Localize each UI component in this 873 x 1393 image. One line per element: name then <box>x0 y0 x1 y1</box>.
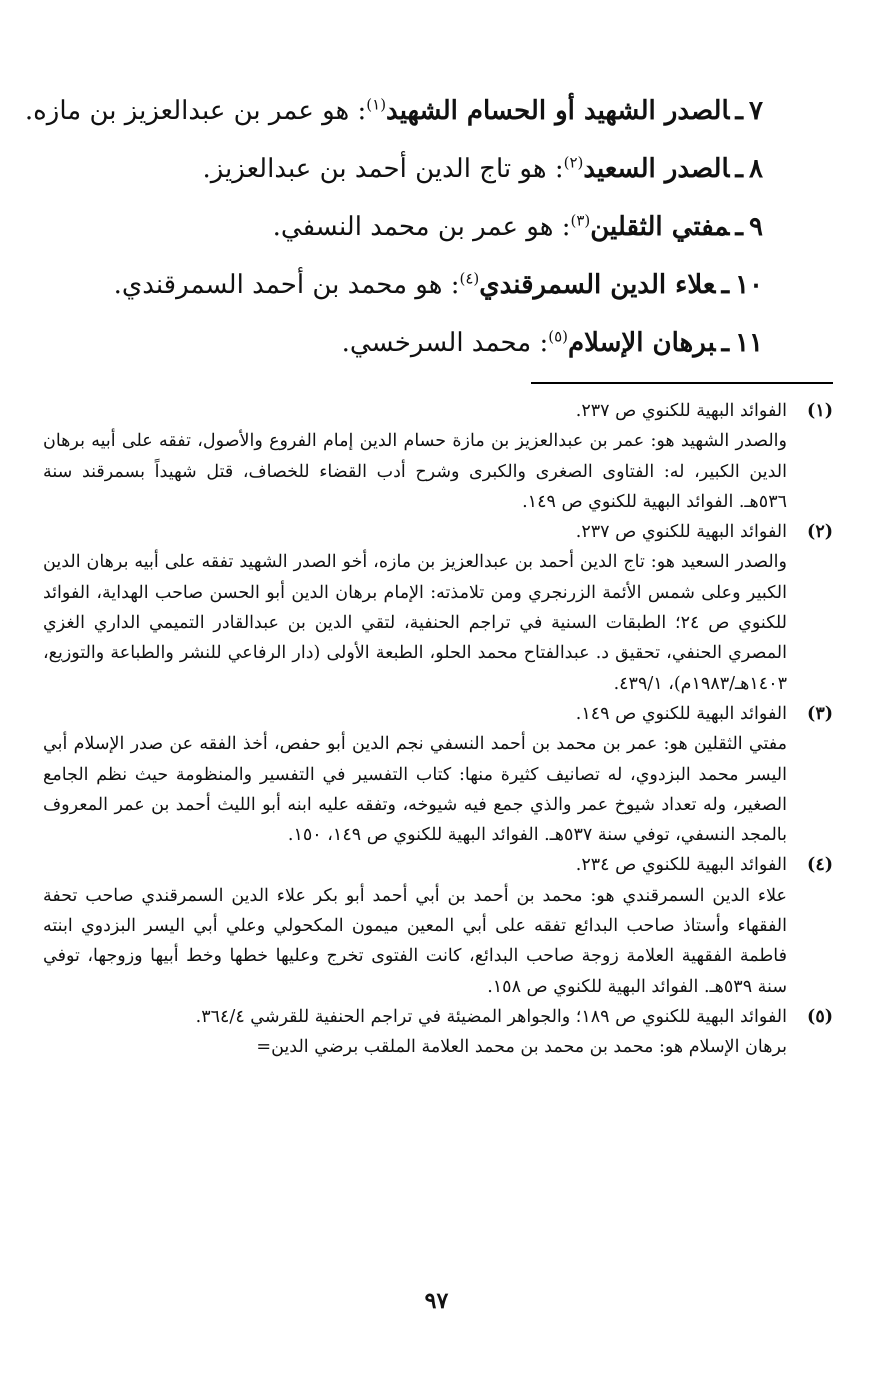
item-dash: ـ <box>735 96 744 126</box>
footnote-body: علاء الدين السمرقندي هو: محمد بن أحمد بن أبي أحمد أبو بكر علاء الدين السمرقندي صاحب تحفة الفقهاء وأستاذ صاحب البدائع تفقه على أبي المعين ميمون المكحولي وعلي أبي اليسر البزدوي ابنته فاطمة الفقهية العلامة زوجة صاحب البدائع، كانت الفتوى تخرج وعليها خطها وخط أبيها وزوجها، توفي سنة ٥٣٩هـ. الفوائد البهية للكنوي ص ١٥٨. <box>43 885 787 997</box>
footnote-reference[interactable]: (٤) <box>459 269 480 288</box>
item-description: : هو عمر بن عبدالعزيز بن مازه. <box>24 96 367 126</box>
footnote-body: والصدر السعيد هو: تاج الدين أحمد بن عبدالعزيز بن مازه، أخو الصدر الشهيد تفقه على أبيه برهان الدين الكبير وعلى شمس الأئمة الزرنجري ومن تلامذته: الإمام برهان الدين أبو الحسن صاحب الهداية، الفوائد للكنوي ص ٢٤؛ الطبقات السنية في تراجم الحنفية، لتقي الدين بن عبدالقادر التميمي الداري الغزي المصري الحنفي، تحقيق د. عبدالفتاح محمد الحلو، الطبعة الأولى (دار الرفاعي للنشر والطباعة والتوزيع، ١٤٠٣هـ/١٩٨٣م)، ٤٣٩/١. <box>43 552 787 694</box>
item-dash: ـ <box>721 328 730 358</box>
item-term: الصدر السعيد <box>583 154 730 184</box>
footnote-source: الفوائد البهية للكنوي ص ١٤٩. <box>575 703 787 724</box>
list-item <box>83 146 763 204</box>
footnote-number: (٢) <box>807 522 833 543</box>
footnote-body: مفتي الثقلين هو: عمر بن محمد بن أحمد النسفي نجم الدين أبو حفص، أخذ الفقه عن صدر الإسلام أبي اليسر محمد البزدوي، له تصانيف كثيرة منها: كتاب التفسير في التفسير والمنظومة حيث نظم الجامع الصغير، وله تعداد شيوخ عمر والذي جمع فيه شيوخه، وتفقه عليه ابنه أبو الليث أحمد بن عمر المعروف بالمجد النسفي، توفي سنة ٥٣٧هـ. الفوائد البهية للكنوي ص ١٤٩، ١٥٠. <box>43 734 787 846</box>
item-number: ١٠ <box>735 270 763 300</box>
footnote-number: (٣) <box>807 703 833 724</box>
footnote-reference[interactable]: (٢) <box>563 153 584 172</box>
item-dash: ـ <box>721 270 730 300</box>
item-dash: ـ <box>735 154 744 184</box>
footnote <box>43 517 833 699</box>
footnote <box>43 396 833 517</box>
footnote-source: الفوائد البهية للكنوي ص ٢٣٤. <box>575 855 787 876</box>
footnote-body: برهان الإسلام هو: محمد بن محمد بن محمد العلامة الملقب برضي الدين= <box>256 1037 787 1058</box>
footnote-separator <box>531 382 833 384</box>
item-description: : هو محمد بن أحمد السمرقندي. <box>113 270 460 300</box>
item-number: ٨ <box>749 154 763 184</box>
footnote-source: الفوائد البهية للكنوي ص ٢٣٧. <box>575 401 787 421</box>
item-description: : محمد السرخسي. <box>341 328 549 358</box>
item-term: مفتي الثقلين <box>590 212 730 242</box>
item-term: الصدر الشهيد أو الحسام الشهيد <box>386 96 730 126</box>
footnote <box>43 699 833 850</box>
footnotes <box>43 396 833 1063</box>
footnote-reference[interactable]: (٣) <box>570 211 591 230</box>
item-description: : هو عمر بن محمد النسفي. <box>272 212 571 242</box>
list-item <box>83 204 763 262</box>
item-dash: ـ <box>735 212 744 242</box>
footnote-number: (١) <box>807 401 833 421</box>
footnote-reference[interactable]: (١) <box>366 95 387 114</box>
honorific-list <box>24 88 763 378</box>
footnote-body: والصدر الشهيد هو: عمر بن عبدالعزيز بن مازة حسام الدين إمام الفروع والأصول، تفقه على أبيه برهان الدين الكبير، له: الفتاوى الصغرى والكبرى وشرح أدب القضاء للخصاف، قتل شهيداً بسمرقند سنة ٥٣٦هـ. الفوائد البهية للكنوي ص ١٤٩. <box>43 431 787 512</box>
list-item <box>83 320 763 378</box>
item-term: برهان الإسلام <box>568 328 716 358</box>
footnote-source: الفوائد البهية للكنوي ص ١٨٩؛ والجواهر المضيئة في تراجم الحنفية للقرشي ٣٦٤/٤. <box>195 1006 787 1027</box>
footnote-number: (٥) <box>807 1006 833 1027</box>
item-term: علاء الدين السمرقندي <box>479 270 716 300</box>
footnote <box>43 850 833 1001</box>
footnote-source: الفوائد البهية للكنوي ص ٢٣٧. <box>575 522 787 543</box>
page-number: ٩٧ <box>424 1288 449 1314</box>
item-number: ١١ <box>735 328 763 358</box>
item-number: ٧ <box>749 96 763 126</box>
list-item <box>83 262 763 320</box>
list-item <box>24 88 763 146</box>
footnote-number: (٤) <box>807 855 833 876</box>
footnote-reference[interactable]: (٥) <box>548 327 569 346</box>
item-number: ٩ <box>749 212 763 242</box>
item-description: : هو تاج الدين أحمد بن عبدالعزيز. <box>202 154 564 184</box>
footnote <box>43 1002 833 1063</box>
